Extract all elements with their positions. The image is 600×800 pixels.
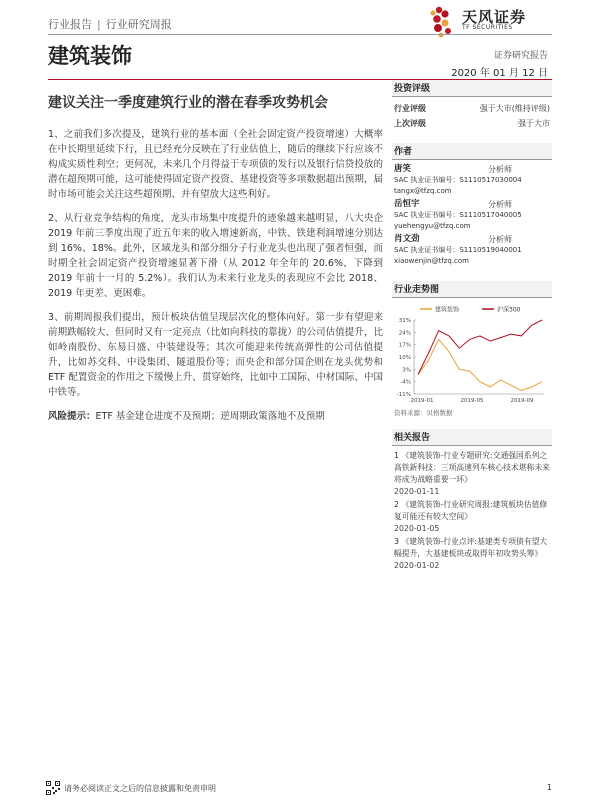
trend-section-title: 行业走势图	[392, 281, 552, 298]
y-tick-label: 3%	[402, 367, 411, 374]
page-title: 建筑装饰	[48, 44, 132, 68]
related-report-item[interactable]	[394, 536, 550, 572]
x-tick-label: 2019-09	[510, 398, 534, 404]
logo-subtext: TF SECURITIES	[462, 24, 513, 31]
series-line	[418, 339, 542, 390]
related-report-date: 2020-01-02	[394, 561, 440, 570]
previous-rating-value: 强于大市	[518, 119, 550, 128]
paragraph-1: 1、之前我们多次提及，建筑行业的基本面（全社会固定资产投资增速）大概率在中长期里延续下行，且已经充分反映在了行业估值上，随后的继续下行应该不构成实质性利空；更何况，未来几个月得益于专项债的发行以及银行信贷投放的潜在超预期可能，这可能使得固定资产投资、基建投资等多项数据超出预期，届时市场可能会关注这些超预期、并有望放大这些利好。	[48, 129, 383, 200]
chart-source: 资料来源：贝格数据	[394, 409, 453, 417]
industry-rating-label: 行业评级	[394, 104, 426, 113]
risk-label: 风险提示：	[48, 411, 96, 422]
related-report-date: 2020-01-11	[394, 487, 440, 496]
paragraph-2: 2、从行业竞争结构的角度，龙头市场集中度提升的迹象越来越明显，八大央企 2019 年前三季度出现了近五年来的收入增速新高，中铁、铁建利润增速分别达到 16%、18%。此外，区域龙头和部分细分子行业龙头也出现了强者恒强，而时期全社会固定资产投资增速显著下滑（从 2012 年全年的 20.6%，下降到 2019 年前十一月的 5.2%）。我们认为未来行业龙头的表现应不会比 2018、2019 年更差、更困难。	[48, 213, 383, 299]
series-label: 行业研究周报	[105, 18, 172, 31]
previous-rating-row	[392, 116, 552, 131]
risk-text: ETF 基金建仓进度不及预期；逆周期政策落地不及预期	[95, 411, 325, 422]
related-report-title: 2 《建筑装饰-行业研究周报:建筑板块估值修复可能还有较大空间》	[394, 500, 548, 521]
sidebar	[392, 80, 552, 573]
y-tick-label: 31%	[398, 318, 411, 324]
page-number: 1	[546, 783, 552, 792]
analyst-name: 岳恒宇	[394, 199, 420, 209]
footer-disclaimer: 请务必阅读正文之后的信息披露和免责申明	[64, 783, 216, 793]
analyst-name: 唐笑	[394, 164, 412, 174]
analyst-cert: SAC 执业证书编号：S1110517030004	[394, 176, 522, 184]
related-report-item[interactable]	[394, 450, 550, 498]
related-report-title: 1 《建筑装饰-行业专题研究:交通强国系列之高铁新科技：三项高速列车核心技术堪称未来将成为战略重要一环》	[394, 451, 550, 484]
related-report-date: 2020-01-05	[394, 524, 440, 533]
related-section-title: 相关报告	[392, 429, 552, 446]
y-tick-label: -11%	[396, 392, 411, 398]
legend-label: 建筑装饰	[435, 306, 460, 314]
legend-label: 沪深300	[497, 306, 521, 314]
analyst-email[interactable]: yuehengyu@tfzq.com	[394, 222, 471, 230]
y-tick-label: 24%	[398, 330, 411, 337]
related-report-title: 3 《建筑装饰-行业点评:基建类专项债有望大幅提升，大基建板块或取得年初攻势头筹》	[394, 537, 548, 558]
analyst-email[interactable]: xiaowenjin@tfzq.com	[394, 257, 469, 265]
analyst-cert: SAC 执业证书编号：S1110519040001	[394, 246, 522, 254]
analyst-role: 分析师	[488, 200, 512, 209]
paragraph-3: 3、前期周报我们提出，预计板块估值呈现层次化的整体向好。第一步有望迎来前期跌幅较大、但同时又有一定亮点（比如向科技的靠拢）的公司估值提升，比如岭南股份、东易日盛、中装建设等；其次可能迎来传统高弹性的公司估值提升，比如苏交科、中设集团、隧道股份等；而央企和部分国企则在龙头优势和 ETF 配置资金的作用之下缓慢上升、贯穿始终，比如中工国际、中材国际、中国中铁等。	[48, 312, 383, 398]
authors-section-title: 作者	[392, 143, 552, 160]
analyst-card	[392, 234, 552, 267]
category-separator: |	[97, 18, 101, 31]
previous-rating-label: 上次评级	[394, 119, 426, 128]
industry-rating-row	[392, 101, 552, 116]
main-body	[48, 127, 383, 433]
logo-text: 天风证券	[462, 8, 527, 26]
header-rule	[48, 34, 552, 35]
category-label: 行业报告	[48, 18, 92, 31]
y-tick-label: 10%	[398, 355, 411, 361]
y-tick-label: 17%	[398, 342, 411, 349]
trend-chart	[392, 302, 552, 408]
trend-chart-svg	[392, 302, 552, 408]
analyst-email[interactable]: tangx@tfzq.com	[394, 187, 452, 195]
report-type: 证券研究报告	[493, 51, 548, 61]
analyst-name: 肖文劲	[394, 234, 420, 244]
qr-code-icon	[46, 781, 60, 795]
analyst-card	[392, 164, 552, 197]
related-report-item[interactable]	[394, 499, 550, 535]
related-reports	[392, 450, 552, 572]
x-tick-label: 2019-01	[410, 398, 434, 404]
x-tick-label: 2019-05	[460, 398, 484, 404]
risk-warning	[48, 409, 383, 424]
analyst-role: 分析师	[488, 235, 512, 244]
headline: 建议关注一季度建筑行业的潜在春季攻势机会	[48, 95, 328, 111]
y-tick-label: -4%	[400, 379, 411, 386]
rating-section-title: 投资评级	[392, 80, 552, 97]
report-category	[48, 16, 172, 32]
footer	[46, 781, 216, 795]
analyst-role: 分析师	[488, 165, 512, 174]
analyst-cert: SAC 执业证书编号：S1110517040005	[394, 211, 522, 219]
industry-rating-value: 强于大市(维持评级)	[479, 104, 550, 113]
series-line	[418, 320, 542, 375]
report-date: 2020 年 01 月 12 日	[451, 68, 548, 79]
analyst-card	[392, 199, 552, 232]
